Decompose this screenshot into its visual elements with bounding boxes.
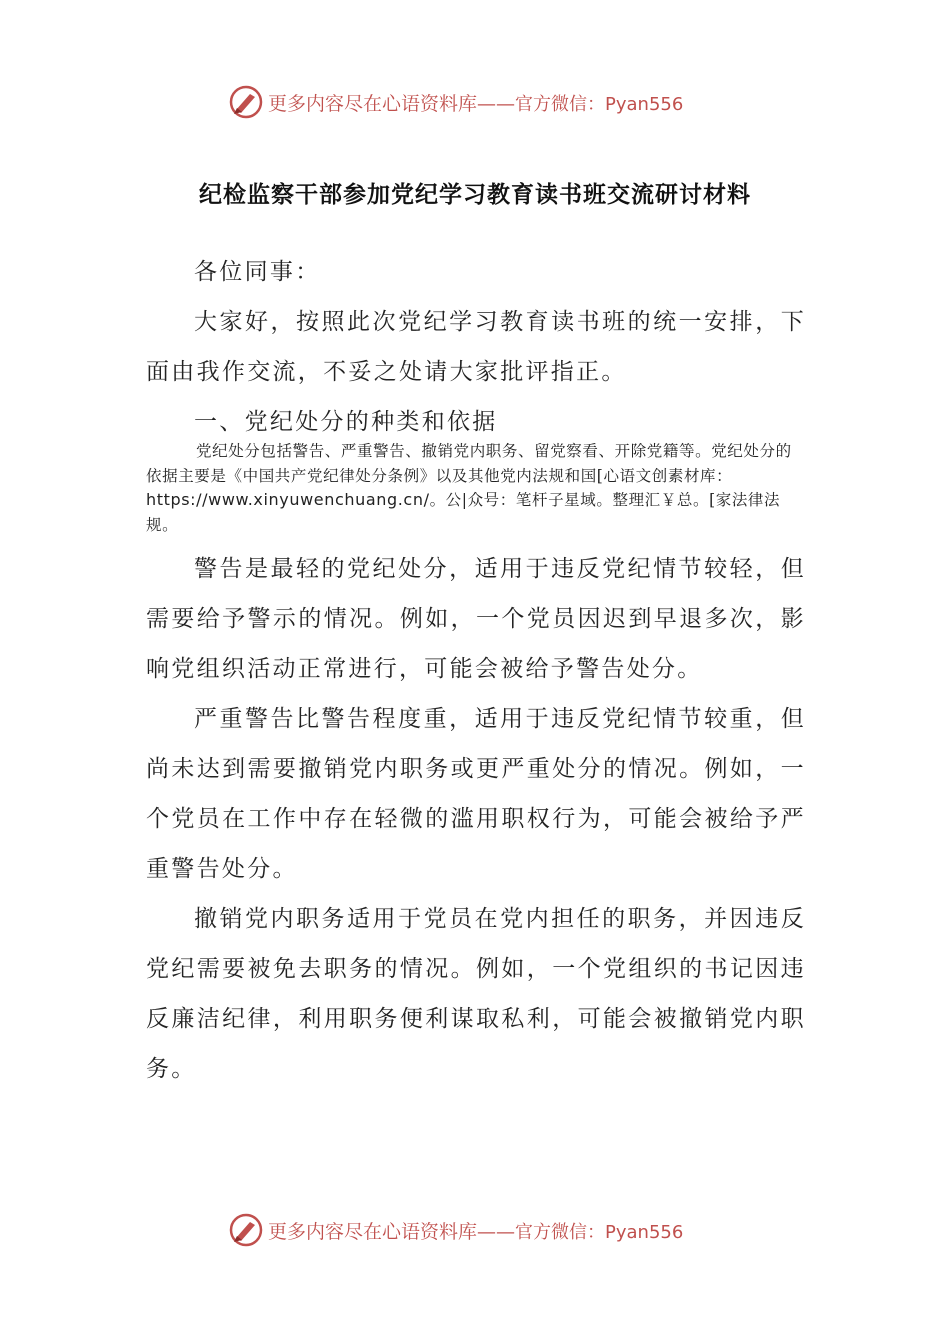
source-paragraph [146, 439, 806, 537]
intro-paragraph: 大家好，按照此次党纪学习教育读书班的统一安排，下面由我作交流，不妥之处请大家批评指正。 [146, 309, 806, 385]
watermark-wechat: 官方微信：Pyan556 [515, 93, 684, 115]
watermark-brand: 更多内容尽在心语资料库 [268, 92, 478, 115]
source-url: https://www.xinyuwenchuang.cn/ [146, 490, 430, 509]
greeting: 各位同事： [194, 259, 321, 285]
source-suffix: 。公|众号：笔杆子星域。整理汇￥总。[家法律法规。 [146, 491, 781, 534]
serious-warning-paragraph: 严重警告比警告程度重，适用于违反党纪情节较重，但尚未达到需要撤销党内职务或更严重处分的情况。例如，一个党员在工作中存在轻微的滥用职权行为，可能会被给予严重警告处分。 [146, 706, 806, 882]
watermark-text [268, 1217, 683, 1244]
document-body [146, 247, 806, 537]
source-prefix: 党纪处分包括警告、严重警告、撤销党内职务、留党察看、开除党籍等。党纪处分的依据主要是《中国共产党纪律处分条例》以及其他党内法规和国[心语文创素材库： [146, 442, 792, 485]
section-heading: 一、党纪处分的种类和依据 [194, 409, 498, 435]
watermark-separator: —— [477, 1220, 516, 1243]
watermark-wechat: 官方微信：Pyan556 [515, 1221, 684, 1243]
document-title: 纪检监察干部参加党纪学习教育读书班交流研讨材料 [199, 181, 751, 208]
warning-paragraph: 警告是最轻的党纪处分，适用于违反党纪情节较轻，但需要给予警示的情况。例如，一个党员因迟到早退多次，影响党组织活动正常进行，可能会被给予警告处分。 [146, 556, 806, 682]
watermark-separator: —— [477, 92, 516, 115]
pen-logo-icon [228, 84, 264, 120]
pen-logo-icon [228, 1212, 264, 1248]
revoke-post-paragraph: 撤销党内职务适用于党员在党内担任的职务，并因违反党纪需要被免去职务的情况。例如，一个党组织的书记因违反廉洁纪律，利用职务便利谋取私利，可能会被撤销党内职务。 [146, 906, 806, 1082]
watermark-banner-top [228, 80, 748, 124]
document-body-continued [146, 544, 806, 1094]
watermark-text [268, 89, 683, 116]
watermark-banner-bottom [228, 1208, 748, 1252]
watermark-brand: 更多内容尽在心语资料库 [268, 1220, 478, 1243]
